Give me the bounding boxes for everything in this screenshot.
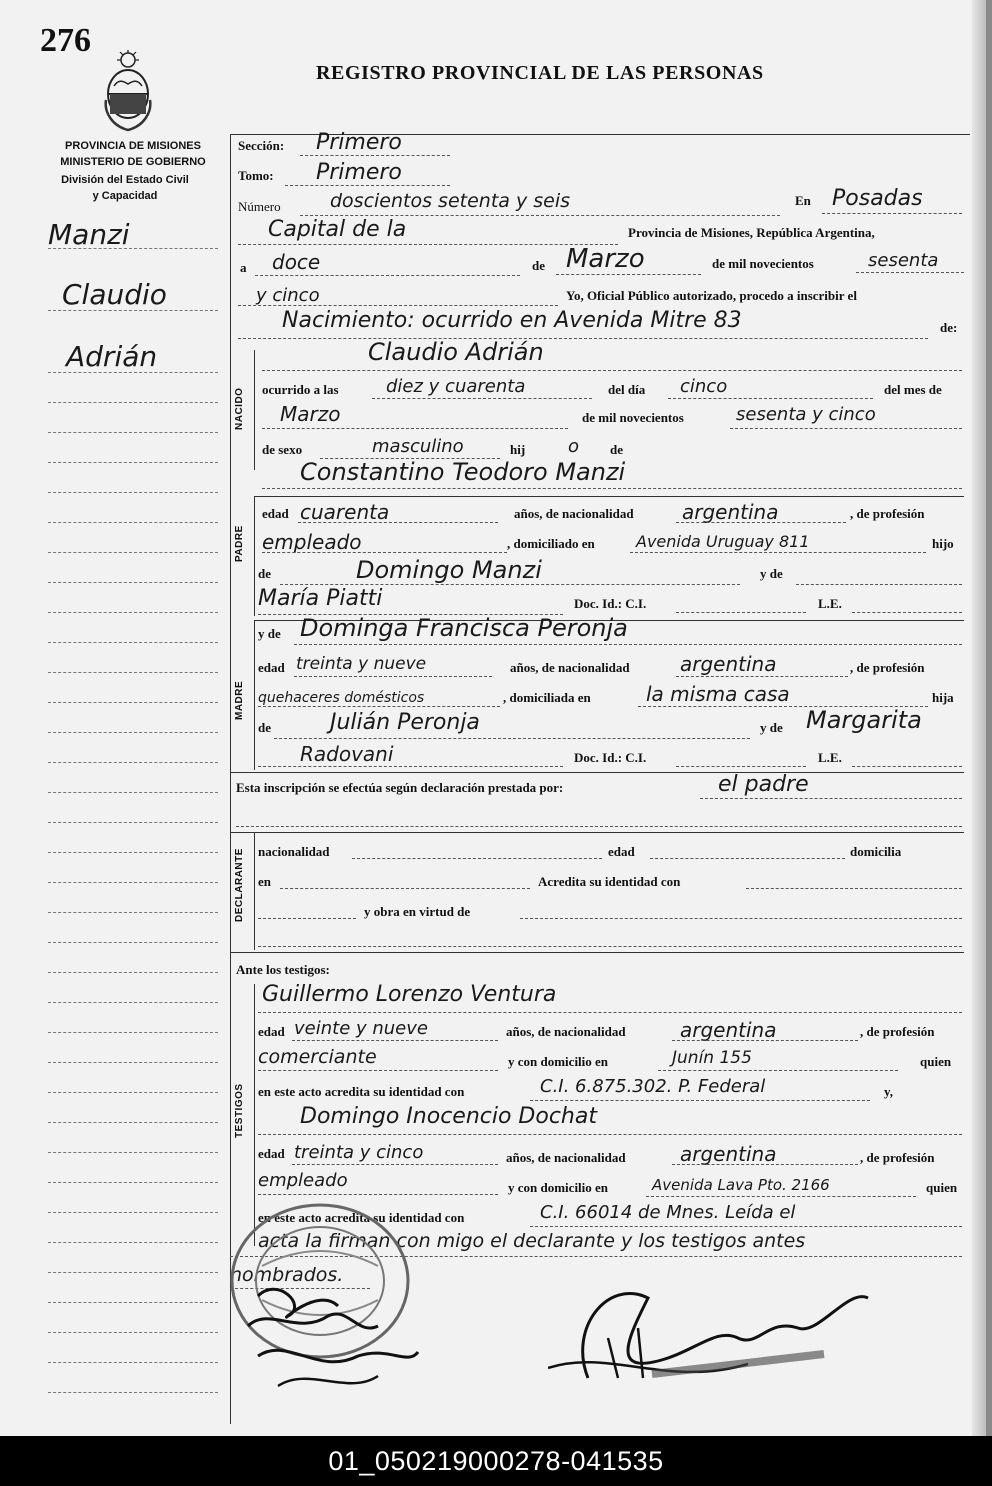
margin-rule bbox=[48, 1182, 218, 1183]
nombre-line bbox=[262, 370, 962, 371]
margin-rule bbox=[48, 492, 218, 493]
provincia-label: Provincia de Misiones, República Argentina, bbox=[628, 225, 875, 240]
nacido-section-rule bbox=[254, 350, 255, 470]
madre-doc-line bbox=[676, 766, 806, 767]
margin-rule bbox=[48, 1392, 218, 1393]
madre-le-label: L.E. bbox=[818, 750, 842, 765]
signature-witnesses-icon bbox=[218, 1276, 448, 1406]
abuela-p-value: María Piatti bbox=[258, 586, 383, 611]
de-colon-label: de: bbox=[940, 320, 958, 335]
document-title: REGISTRO PROVINCIAL DE LAS PERSONAS bbox=[316, 62, 764, 84]
abuelo-p-line bbox=[280, 584, 740, 585]
t2-quien-label: quien bbox=[926, 1180, 958, 1195]
hora-line bbox=[372, 398, 592, 399]
margin-rule bbox=[48, 552, 218, 553]
domiciliado-label: , domiciliado en bbox=[507, 536, 595, 551]
mes-nac-line bbox=[262, 428, 568, 429]
dec-en-label: en bbox=[258, 874, 271, 889]
margin-secondname: Adrián bbox=[66, 340, 158, 373]
t1-edad-line bbox=[292, 1040, 498, 1041]
margin-surname: Manzi bbox=[48, 218, 130, 251]
margin-rule bbox=[48, 1062, 218, 1063]
madre-edad-value: treinta y nueve bbox=[296, 654, 427, 674]
signature-officer-icon bbox=[548, 1268, 878, 1408]
t2-nac-value: argentina bbox=[680, 1142, 777, 1166]
madre-bottom-rule bbox=[230, 772, 964, 773]
t1-nac-line bbox=[672, 1040, 858, 1041]
padre-edad-label: edad bbox=[262, 506, 289, 521]
image-caption-bar: 01_050219000278-041535 bbox=[0, 1436, 992, 1486]
oficial-label: Yo, Oficial Público autorizado, procedo a inscribir el bbox=[566, 288, 857, 303]
margin-rule bbox=[48, 702, 218, 703]
madre-nac-line bbox=[676, 676, 848, 677]
padre-section-label: PADRE bbox=[234, 525, 245, 562]
dec-en-line bbox=[280, 888, 530, 889]
ocurrido-label: ocurrido a las bbox=[262, 382, 339, 397]
abuela-m-yde-label: y de bbox=[760, 720, 783, 735]
margin-rule bbox=[48, 672, 218, 673]
en-label: En bbox=[795, 193, 811, 208]
madre-edad-line bbox=[294, 676, 492, 677]
padre-top-rule bbox=[254, 496, 964, 497]
madre-section-rule bbox=[254, 620, 255, 770]
dec-edad-label: edad bbox=[608, 844, 635, 859]
declarante-top-rule bbox=[230, 832, 964, 833]
madre-le-line bbox=[852, 766, 962, 767]
numero-value: doscientos setenta y seis bbox=[330, 190, 571, 212]
inscripcion-label: Esta inscripción se efectúa según declaración prestada por: bbox=[236, 780, 564, 795]
tomo-label: Tomo: bbox=[238, 168, 274, 183]
t2-edad-value: treinta y cinco bbox=[294, 1142, 424, 1163]
margin-rule bbox=[48, 822, 218, 823]
dec-acredita-line bbox=[746, 888, 962, 889]
padre-nac-label: años, de nacionalidad bbox=[514, 506, 634, 521]
t1-id-value: C.I. 6.875.302. P. Federal bbox=[540, 1076, 766, 1097]
hijo-suffix-value: o bbox=[568, 436, 580, 457]
madre-doc-label: Doc. Id.: C.I. bbox=[574, 750, 647, 765]
de-mil-nov-label: de mil novecientos bbox=[582, 410, 684, 425]
mes-line bbox=[556, 274, 701, 275]
abuelo-m-de-label: de bbox=[258, 720, 271, 735]
page-edge-shadow bbox=[972, 0, 986, 1436]
testigo2-value: Domingo Inocencio Dochat bbox=[300, 1104, 597, 1129]
declarante-bottom-rule bbox=[230, 952, 964, 953]
madre-prof-line bbox=[258, 706, 500, 707]
t2-dom-value: Avenida Lava Pto. 2166 bbox=[652, 1176, 830, 1194]
abuela-p-pre-line bbox=[796, 584, 962, 585]
en-line bbox=[822, 213, 962, 214]
madre-yde-label: y de bbox=[258, 626, 281, 641]
t1-y-label: y, bbox=[884, 1084, 894, 1099]
closing-line1: acta la firman con migo el declarante y los testigos antes bbox=[258, 1230, 806, 1252]
margin-rule bbox=[48, 912, 218, 913]
numero-line bbox=[300, 215, 780, 216]
t1-acredita-label: en este acto acredita su identidad con bbox=[258, 1084, 465, 1099]
declarante-line bbox=[700, 798, 962, 799]
margin-rule bbox=[48, 1272, 218, 1273]
padre-dom-line bbox=[630, 552, 926, 553]
margin-rule bbox=[48, 852, 218, 853]
hijo-label: hij bbox=[510, 442, 526, 457]
padre-nombre-value: Constantino Teodoro Manzi bbox=[300, 458, 626, 486]
margin-rule bbox=[48, 582, 218, 583]
t1-id-line bbox=[530, 1100, 870, 1101]
t1-quien-label: quien bbox=[920, 1054, 952, 1069]
declarante-section-label: DECLARANTE bbox=[234, 848, 245, 922]
margin-rule bbox=[48, 310, 218, 311]
margin-rule bbox=[48, 762, 218, 763]
t1-dom-label: y con domicilio en bbox=[508, 1054, 609, 1069]
anio2-line bbox=[238, 305, 558, 306]
t1-dom-line bbox=[658, 1070, 898, 1071]
t1-nac-label: años, de nacionalidad bbox=[506, 1024, 626, 1039]
margin-rule bbox=[48, 1152, 218, 1153]
margin-rule bbox=[48, 1302, 218, 1303]
abuelo-p-value: Domingo Manzi bbox=[356, 556, 542, 584]
margin-rule bbox=[48, 792, 218, 793]
dec-edad-line bbox=[650, 858, 845, 859]
padre-nombre-line bbox=[262, 488, 962, 489]
ink-stamp-mark-icon bbox=[648, 1348, 828, 1384]
capital-value: Capital de la bbox=[268, 217, 407, 242]
acto-line bbox=[238, 338, 928, 339]
abuelo-p-de-label: de bbox=[258, 566, 271, 581]
margin-rule bbox=[48, 1092, 218, 1093]
closing-line2: nombrados. bbox=[230, 1264, 344, 1286]
padre-le-label: L.E. bbox=[818, 596, 842, 611]
padre-hijo-label: hijo bbox=[932, 536, 954, 551]
coat-of-arms-icon bbox=[104, 50, 152, 132]
madre-edad-label: edad bbox=[258, 660, 285, 675]
padre-nac-value: argentina bbox=[682, 500, 779, 524]
t2-prof-label: , de profesión bbox=[860, 1150, 935, 1165]
padre-edad-value: cuarenta bbox=[300, 500, 390, 524]
dia-nac-line bbox=[668, 398, 873, 399]
madre-section-label: MADRE bbox=[234, 680, 245, 720]
hijo-de-label: de bbox=[610, 442, 623, 457]
domiciliada-label: , domiciliada en bbox=[503, 690, 591, 705]
dec-nac-label: nacionalidad bbox=[258, 844, 330, 859]
header-capacidad: y Capacidad bbox=[92, 190, 158, 202]
t1-edad-label: edad bbox=[258, 1024, 285, 1039]
seccion-line bbox=[300, 155, 450, 156]
margin-rule bbox=[48, 1212, 218, 1213]
madre-nombre-line bbox=[294, 644, 962, 645]
declarante-section-rule bbox=[254, 832, 255, 950]
dec-acredita-label: Acredita su identidad con bbox=[538, 874, 681, 889]
madre-nombre-value: Dominga Francisca Peronja bbox=[300, 614, 628, 642]
abuela-p-yde-label: y de bbox=[760, 566, 783, 581]
t1-prof-value: comerciante bbox=[258, 1046, 377, 1068]
testigos-label: Ante los testigos: bbox=[236, 962, 330, 977]
dec-extra-line bbox=[258, 946, 962, 947]
t2-nac-label: años, de nacionalidad bbox=[506, 1150, 626, 1165]
madre-prof-value: quehaceres domésticos bbox=[258, 690, 425, 706]
anio-nac-line bbox=[730, 428, 962, 429]
del-dia-label: del día bbox=[608, 382, 646, 397]
padre-doc-line bbox=[676, 612, 806, 613]
t1-dom-value: Junín 155 bbox=[672, 1048, 752, 1068]
padre-prof-value: empleado bbox=[262, 530, 362, 554]
t1-nac-value: argentina bbox=[680, 1018, 777, 1042]
tomo-value: Primero bbox=[316, 160, 402, 185]
testigo1-value: Guillermo Lorenzo Ventura bbox=[262, 982, 557, 1007]
margin-rule bbox=[48, 462, 218, 463]
t2-acredita-label: en este acto acredita su identidad con bbox=[258, 1210, 465, 1225]
dia-nac-value: cinco bbox=[680, 376, 728, 397]
anio-value: sesenta bbox=[868, 250, 939, 271]
acto-value: Nacimiento: ocurrido en Avenida Mitre 83 bbox=[282, 308, 742, 333]
anio2-value: y cinco bbox=[256, 285, 320, 306]
dec-obra-line bbox=[520, 918, 962, 919]
padre-le-line bbox=[852, 612, 962, 613]
a-label: a bbox=[240, 260, 247, 275]
padre-prof-line bbox=[262, 552, 507, 553]
nombre-value: Claudio Adrián bbox=[368, 338, 544, 366]
madre-nac-value: argentina bbox=[680, 652, 777, 676]
dec-dom-label: domicilia bbox=[850, 844, 902, 859]
padre-nac-line bbox=[676, 522, 846, 523]
dec-obra-label: y obra en virtud de bbox=[364, 904, 471, 919]
t2-nac-line bbox=[672, 1164, 858, 1165]
margin-rule bbox=[48, 522, 218, 523]
margin-rule bbox=[48, 612, 218, 613]
padre-edad-line bbox=[298, 522, 498, 523]
madre-hija-label: hija bbox=[932, 690, 954, 705]
mil-novecientos-label: de mil novecientos bbox=[712, 256, 814, 271]
t2-dom-line bbox=[646, 1196, 916, 1197]
t2-id-line bbox=[530, 1226, 962, 1227]
declarante-line2 bbox=[236, 826, 962, 827]
anio-nac-value: sesenta y cinco bbox=[736, 404, 876, 425]
declarante-value: el padre bbox=[718, 772, 809, 797]
t1-edad-value: veinte y nueve bbox=[294, 1018, 428, 1039]
capital-line bbox=[238, 244, 618, 245]
abuelo-m-value: Julián Peronja bbox=[330, 710, 480, 735]
margin-rule bbox=[48, 432, 218, 433]
dia-line bbox=[255, 275, 520, 276]
padre-doc-label: Doc. Id.: C.I. bbox=[574, 596, 647, 611]
mes-value: Marzo bbox=[566, 244, 645, 274]
padre-dom-value: Avenida Uruguay 811 bbox=[636, 532, 810, 551]
margin-rule bbox=[48, 1362, 218, 1363]
page-number: 276 bbox=[40, 22, 91, 59]
del-mes-label: del mes de bbox=[884, 382, 942, 397]
t2-id-value: C.I. 66014 de Mnes. Leída el bbox=[540, 1202, 796, 1223]
header-division: División del Estado Civil bbox=[61, 174, 189, 186]
padre-section-rule bbox=[254, 496, 255, 616]
t2-prof-value: empleado bbox=[258, 1170, 348, 1191]
margin-rule bbox=[48, 732, 218, 733]
margin-rule bbox=[48, 1332, 218, 1333]
dia-value: doce bbox=[272, 250, 321, 274]
header-province: PROVINCIA DE MISIONES bbox=[65, 140, 201, 152]
margin-rule bbox=[48, 1002, 218, 1003]
margin-rule bbox=[48, 972, 218, 973]
anio-line bbox=[856, 272, 964, 273]
margin-rule bbox=[48, 942, 218, 943]
margin-rule bbox=[48, 248, 218, 249]
en-value: Posadas bbox=[832, 186, 923, 211]
dec-nac-line bbox=[352, 858, 602, 859]
sexo-label: de sexo bbox=[262, 442, 303, 457]
margin-rule bbox=[48, 1032, 218, 1033]
header-ministry: MINISTERIO DE GOBIERNO bbox=[60, 156, 206, 168]
abuela-m2-value: Radovani bbox=[300, 742, 394, 766]
sexo-value: masculino bbox=[372, 436, 464, 457]
margin-rule bbox=[48, 642, 218, 643]
t1-prof-line bbox=[258, 1070, 498, 1071]
seccion-value: Primero bbox=[316, 130, 402, 155]
hora-value: diez y cuarenta bbox=[386, 376, 526, 397]
nacido-section-label: NACIDO bbox=[234, 387, 245, 430]
madre-prof-label: , de profesión bbox=[850, 660, 925, 675]
margin-firstname: Claudio bbox=[62, 278, 167, 311]
t2-prof-line bbox=[258, 1194, 498, 1195]
testigo2-line bbox=[258, 1134, 962, 1135]
mes-nac-value: Marzo bbox=[280, 402, 341, 426]
abuela-m1-value: Margarita bbox=[806, 706, 922, 734]
seccion-label: Sección: bbox=[238, 138, 285, 153]
madre-dom-value: la misma casa bbox=[646, 682, 790, 706]
margin-rule bbox=[48, 372, 218, 373]
t2-dom-label: y con domicilio en bbox=[508, 1180, 609, 1195]
madre-nac-label: años, de nacionalidad bbox=[510, 660, 630, 675]
margin-rule bbox=[48, 1242, 218, 1243]
dec-obra-pre-line bbox=[258, 918, 356, 919]
t1-prof-label: , de profesión bbox=[860, 1024, 935, 1039]
abuelo-m-line bbox=[274, 738, 750, 739]
testigo1-line bbox=[258, 1012, 962, 1013]
numero-label: Número bbox=[238, 199, 281, 214]
margin-rule bbox=[48, 402, 218, 403]
t2-edad-line bbox=[292, 1164, 498, 1165]
tomo-line bbox=[285, 185, 450, 186]
t2-edad-label: edad bbox=[258, 1146, 285, 1161]
de-label: de bbox=[532, 258, 545, 273]
padre-prof-label: , de profesión bbox=[850, 506, 925, 521]
abuela-m2-line bbox=[258, 766, 563, 767]
margin-rule bbox=[48, 882, 218, 883]
testigos-section-label: TESTIGOS bbox=[234, 1083, 245, 1138]
margin-rule bbox=[48, 1122, 218, 1123]
